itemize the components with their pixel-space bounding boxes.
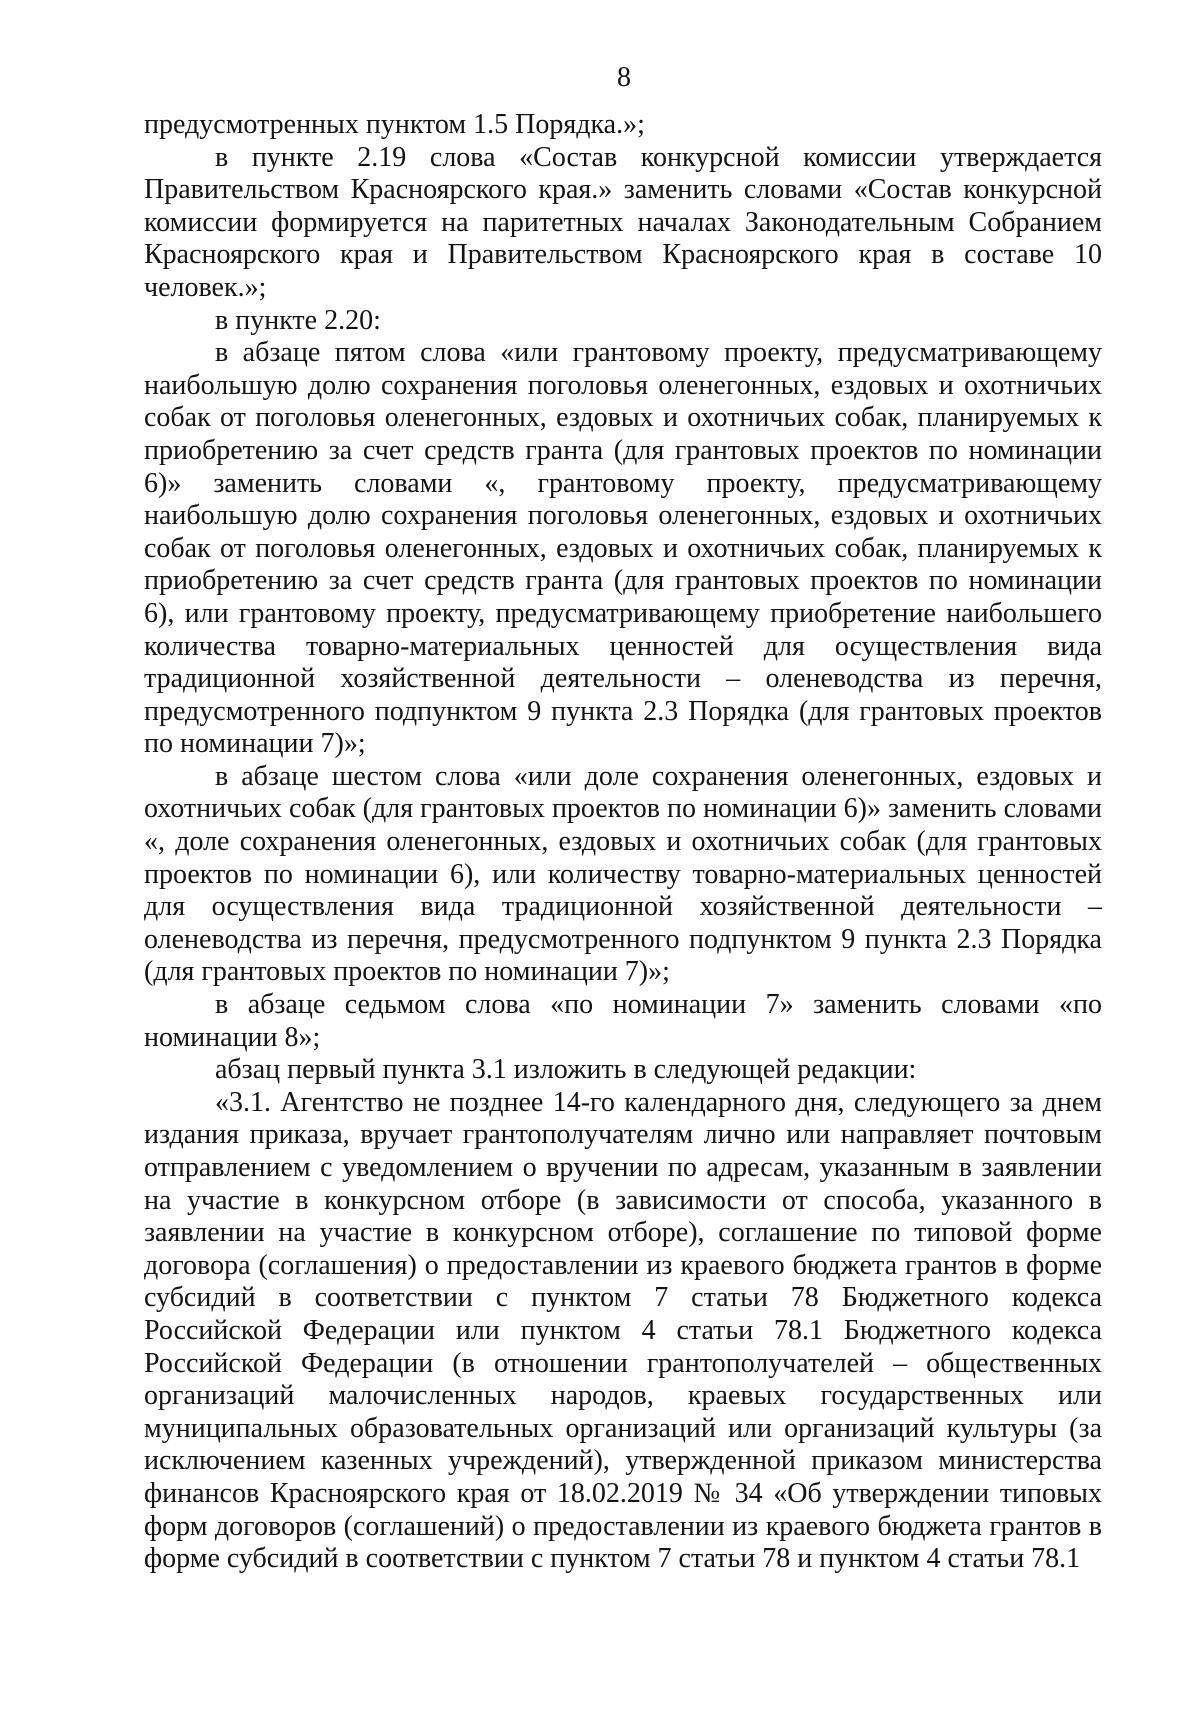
paragraph: в абзаце шестом слова «или доле сохранения оленегонных, ездовых и охотничьих собак (для грантовых проектов по номинации 6)» заменить словами «, доле сохранения оленегонных, ездовых и охотничьих собак (для грантовых проектов по номинации 6), или количеству товарно-материальных ценностей для осуществления вида традиционной хозяйственной деятельности – оленеводства из перечня, предусмотренного подпунктом 9 пункта 2.3 Порядка (для грантовых проектов по номинации 7)»; xyxy=(144,760,1102,988)
page-number: 8 xyxy=(617,62,631,93)
paragraph: в абзаце седьмом слова «по номинации 7» заменить словами «по номинации 8»; xyxy=(144,989,1102,1053)
paragraph: в пункте 2.20: xyxy=(215,304,381,336)
paragraph: в абзаце пятом слова «или грантовому проекту, предусматривающему наибольшую долю сохранения поголовья оленегонных, ездовых и охотничьих собак от поголовья оленегонных, ездовых и охотничьих собак, планируемых к приобретению за счет средств гранта (для грантовых проектов по номинации 6)» заменить словами «, грантовому проекту, предусматривающему наибольшую долю сохранения поголовья оленегонных, ездовых и охотничьих собак от поголовья оленегонных, ездовых и охотничьих собак, планируемых к приобретению за счет средств гранта (для грантовых проектов по номинации 6), или грантовому проекту, предусматривающему приобретение наибольшего количества товарно-материальных ценностей для осуществления вида традиционной хозяйственной деятельности – оленеводства из перечня, предусмотренного подпунктом 9 пункта 2.3 Порядка (для грантовых проектов по номинации 7)»; xyxy=(144,337,1102,760)
paragraph: «3.1. Агентство не позднее 14-го календарного дня, следующего за днем издания приказа, вручает грантополучателям лично или направляет почтовым отправлением с уведомлением о вручении по адресам, указанным в заявлении на участие в конкурсном отборе (в зависимости от способа, указанного в заявлении на участие в конкурсном отборе), соглашение по типовой форме договора (соглашения) о предоставлении из краевого бюджета грантов в форме субсидий в соответствии с пунктом 7 статьи 78 Бюджетного кодекса Российской Федерации или пунктом 4 статьи 78.1 Бюджетного кодекса Российской Федерации (в отношении грантополучателей – общественных организаций малочисленных народов, краевых государственных или муниципальных образовательных организаций или организаций культуры (за исключением казенных учреждений), утвержденной приказом министерства финансов Красноярского края от 18.02.2019 № 34 «Об утверждении типовых форм договоров (соглашений) о предоставлении из краевого бюджета грантов в форме субсидий в соответствии с пунктом 7 статьи 78 и пунктом 4 статьи 78.1 xyxy=(144,1086,1102,1575)
paragraph: предусмотренных пунктом 1.5 Порядка.»; xyxy=(144,109,645,140)
paragraph: абзац первый пункта 3.1 изложить в следующей редакции: xyxy=(215,1054,917,1086)
paragraph: в пункте 2.19 слова «Состав конкурсной комиссии утверждается Правительством Красноярского края.» заменить словами «Состав конкурсной комиссии формируется на паритетных началах Законодательным Собранием Красноярского края и Правительством Красноярского края в составе 10 человек.»; xyxy=(144,141,1102,303)
document-body xyxy=(144,109,1102,1576)
